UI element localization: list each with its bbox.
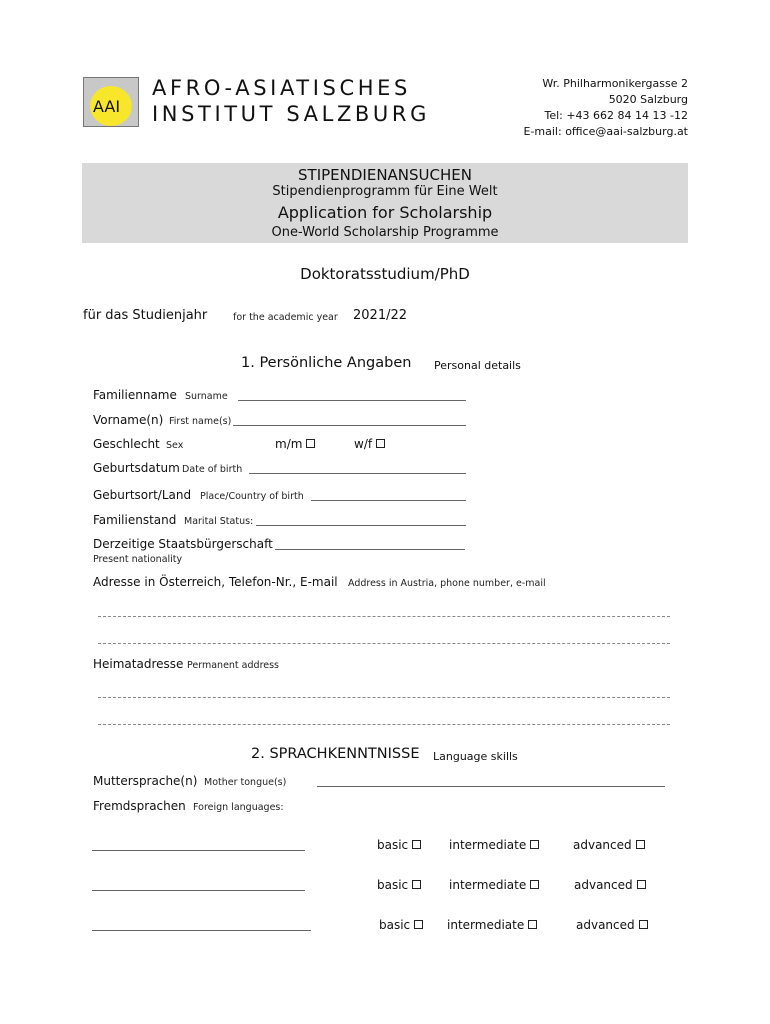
lang1-basic-checkbox[interactable] — [412, 840, 421, 849]
address-street: Wr. Philharmonikergasse 2 — [542, 77, 688, 90]
pob-label-en: Place/Country of birth — [200, 491, 304, 502]
foreign-language-field-3[interactable] — [92, 930, 311, 931]
sex-female-option[interactable] — [354, 437, 385, 451]
logo-text: AAI — [93, 97, 121, 116]
dob-label-en: Date of birth — [182, 464, 243, 475]
lang1-intermediate-label: intermediate — [449, 838, 527, 852]
nationality-label-en: Present nationality — [93, 554, 183, 565]
pob-label: Geburtsort/Land — [93, 488, 192, 502]
lang2-advanced-checkbox[interactable] — [637, 880, 646, 889]
mother-tongue-field[interactable] — [317, 786, 665, 787]
lang1-intermediate-checkbox[interactable] — [530, 840, 539, 849]
sex-female-checkbox[interactable] — [376, 439, 385, 448]
lang3-intermediate-option[interactable] — [447, 918, 537, 932]
marital-label-en: Marital Status: — [184, 516, 254, 527]
lang1-intermediate-option[interactable] — [449, 838, 539, 852]
sex-male-label: m/m — [275, 437, 303, 451]
lang1-basic-option[interactable] — [377, 838, 421, 852]
nationality-label: Derzeitige Staatsbürgerschaft — [93, 537, 273, 551]
academic-year-label-en: for the academic year — [233, 312, 338, 323]
title-de: STIPENDIENANSUCHEN — [298, 166, 472, 184]
program-en: One-World Scholarship Programme — [271, 225, 499, 240]
sex-female-label: w/f — [354, 437, 373, 451]
home-address-line-1[interactable] — [98, 697, 670, 698]
academic-year-value: 2021/22 — [353, 308, 408, 323]
lang2-intermediate-option[interactable] — [449, 878, 539, 892]
section2-title: 2. SPRACHKENNTNISSE — [251, 746, 420, 762]
org-name-line2: INSTITUT SALZBURG — [152, 102, 430, 126]
sex-label: Geschlecht — [93, 437, 160, 451]
sex-male-checkbox[interactable] — [306, 439, 315, 448]
address-austria-line-2[interactable] — [98, 643, 670, 644]
mother-tongue-label: Muttersprache(n) — [93, 774, 198, 788]
foreign-languages-label: Fremdsprachen — [93, 799, 186, 813]
surname-label-en: Surname — [185, 391, 228, 402]
lang2-basic-label: basic — [377, 878, 409, 892]
address-austria-label-en: Address in Austria, phone number, e-mail — [348, 578, 546, 589]
sex-label-en: Sex — [166, 440, 184, 451]
marital-field[interactable] — [256, 525, 466, 526]
firstname-label-en: First name(s) — [169, 416, 232, 427]
title-en: Application for Scholarship — [277, 203, 493, 222]
section1-title: 1. Persönliche Angaben — [241, 355, 412, 371]
surname-label: Familienname — [93, 388, 177, 402]
academic-year-label-de: für das Studienjahr — [83, 308, 208, 323]
home-address-label-en: Permanent address — [187, 660, 280, 671]
home-address-line-2[interactable] — [98, 724, 670, 725]
lang3-intermediate-checkbox[interactable] — [528, 920, 537, 929]
lang3-basic-checkbox[interactable] — [414, 920, 423, 929]
address-austria-label: Adresse in Österreich, Telefon-Nr., E-mail — [93, 575, 338, 589]
address-austria-line-1[interactable] — [98, 616, 670, 617]
lang3-advanced-checkbox[interactable] — [639, 920, 648, 929]
lang3-basic-option[interactable] — [379, 918, 423, 932]
lang2-advanced-label: advanced — [574, 878, 633, 892]
institute-address — [524, 76, 689, 140]
org-name-line1: AFRO-ASIATISCHES — [152, 76, 411, 100]
foreign-languages-label-en: Foreign languages: — [193, 802, 284, 813]
lang3-basic-label: basic — [379, 918, 411, 932]
program-de: Stipendienprogramm für Eine Welt — [272, 184, 498, 199]
lang3-advanced-label: advanced — [576, 918, 635, 932]
title-banner — [82, 163, 688, 243]
degree-title: Doktoratsstudium/PhD — [300, 265, 470, 283]
surname-field[interactable] — [238, 400, 466, 401]
section2-subtitle: Language skills — [433, 750, 518, 763]
foreign-language-field-2[interactable] — [92, 890, 305, 891]
dob-field[interactable] — [249, 473, 466, 474]
lang1-basic-label: basic — [377, 838, 409, 852]
nationality-field[interactable] — [275, 549, 465, 550]
lang2-basic-option[interactable] — [377, 878, 421, 892]
lang2-intermediate-label: intermediate — [449, 878, 527, 892]
lang3-intermediate-label: intermediate — [447, 918, 525, 932]
lang2-basic-checkbox[interactable] — [412, 880, 421, 889]
marital-label: Familienstand — [93, 513, 177, 527]
pob-field[interactable] — [311, 500, 466, 501]
lang1-advanced-label: advanced — [573, 838, 632, 852]
lang1-advanced-option[interactable] — [573, 838, 645, 852]
home-address-label: Heimatadresse — [93, 657, 184, 671]
lang1-advanced-checkbox[interactable] — [636, 840, 645, 849]
section1-subtitle: Personal details — [434, 359, 521, 372]
dob-label: Geburtsdatum — [93, 461, 180, 475]
lang3-advanced-option[interactable] — [576, 918, 648, 932]
mother-tongue-label-en: Mother tongue(s) — [204, 777, 287, 788]
address-city: 5020 Salzburg — [608, 93, 688, 106]
lang2-advanced-option[interactable] — [574, 878, 646, 892]
firstname-label: Vorname(n) — [93, 413, 164, 427]
firstname-field[interactable] — [233, 425, 466, 426]
lang2-intermediate-checkbox[interactable] — [530, 880, 539, 889]
address-email: E-mail: office@aai-salzburg.at — [523, 125, 688, 138]
aai-logo — [83, 77, 139, 127]
foreign-language-field-1[interactable] — [92, 850, 305, 851]
sex-male-option[interactable] — [275, 437, 315, 451]
address-phone: Tel: +43 662 84 14 13 -12 — [544, 109, 688, 122]
